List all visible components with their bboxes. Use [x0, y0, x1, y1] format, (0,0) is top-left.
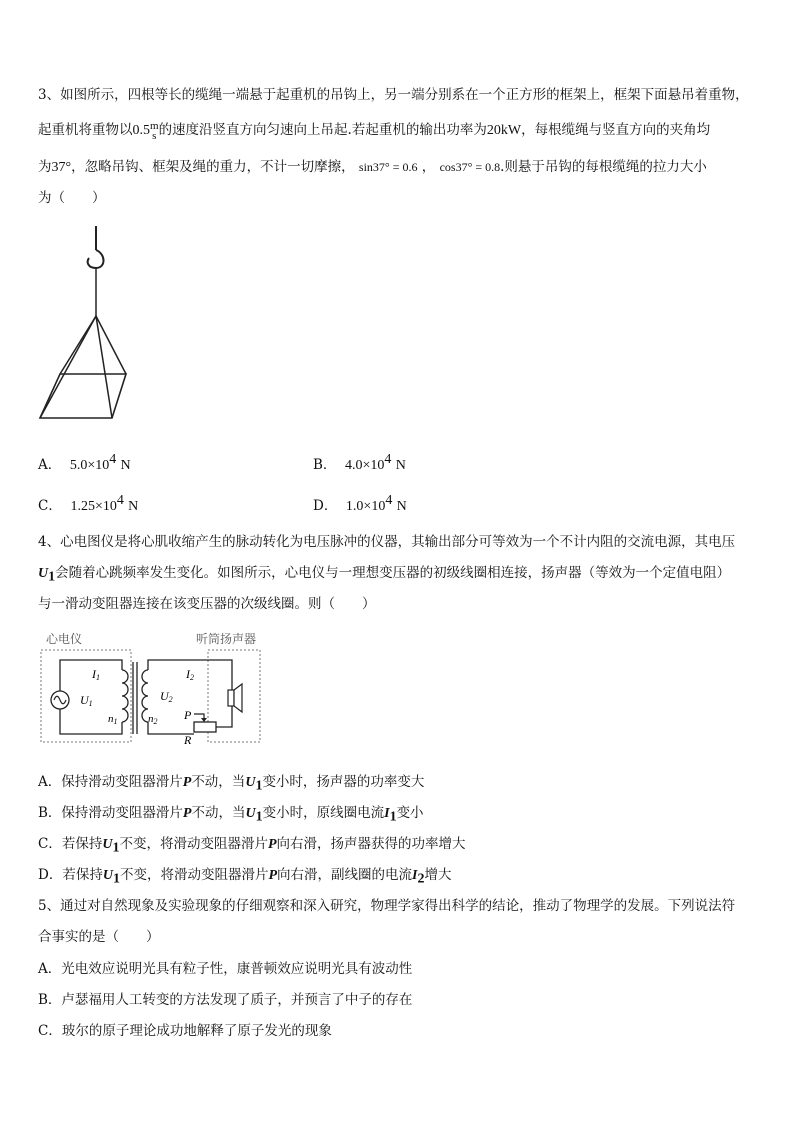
q3-speed-unit: m s: [150, 119, 159, 142]
q3-power: 20kW: [486, 123, 522, 138]
primary-coil: [122, 670, 128, 722]
q4-option-b[interactable]: B．保持滑动变阻器滑片P不动，当$U_1$变小时，原线圈电流$I_1$变小: [38, 805, 424, 825]
q3-crane-hook-figure: [36, 224, 128, 424]
U2-label: U2: [160, 689, 173, 704]
q3-stem-line3: 为37°，忽略吊钩、框架及绳的重力，不计一切摩擦， sin37° = 0.6 ， cos37° = 0.8.则悬于吊钩的每根缆绳的拉力大小: [38, 159, 707, 175]
q3-angle: 37°: [51, 160, 72, 175]
cable-back-left: [60, 316, 96, 374]
primary-wire-top: [60, 660, 122, 693]
q5-option-b[interactable]: B．卢瑟福用人工转变的方法发现了质子，并预言了中子的存在: [38, 992, 413, 1008]
I2-label: I2: [186, 667, 194, 682]
q3-stem-line2: 起重机将重物以0.5 m s 的速度沿竖直方向匀速向上吊起.若起重机的输出功率为20kW，每根缆绳与竖直方向的夹角均: [38, 119, 711, 142]
I1-label: I1: [92, 667, 100, 682]
q4-stem-line2: $U_1$会随着心跳频率发生变化。如图所示，心电仪与一理想变压器的初级线圈相连接，扬声器（等效为一个定值电阻）: [38, 565, 731, 585]
q5-stem-line1: 5、通过对自然现象及实验现象的仔细观察和深入研究，物理学家得出科学的结论，推动了物理学的发展。下列说法符: [38, 898, 736, 914]
q4-option-d[interactable]: D．若保持$U_1$不变，将滑动变阻器滑片P向右滑，副线圈的电流$I_2$增大: [38, 867, 452, 887]
q3-stem-line4: 为（ ）: [38, 190, 106, 206]
q3-option-d[interactable]: D． $1.0\times 10^4$ N: [313, 493, 407, 514]
P-label: P: [184, 708, 192, 722]
n2-label: n2: [148, 713, 158, 726]
q5-stem-line2: 合事实的是（ ）: [38, 929, 160, 945]
q4-stem-line3: 与一滑动变阻器连接在该变压器的次级线圈。则（ ）: [38, 596, 376, 612]
cable-front-left: [40, 316, 96, 418]
q4-stem-line1: 4、心电图仪是将心肌收缩产生的脉动转化为电压脉冲的仪器，其输出部分可等效为一个不计内阻的交流电源，其电压: [38, 534, 736, 550]
q3-option-c[interactable]: C． $1.25\times 10^4$ N: [38, 493, 139, 514]
q3-option-a[interactable]: A． $5.0\times 10^4$ N: [38, 452, 131, 473]
speaker-icon: [228, 690, 234, 706]
q3-stem-line1: 3、如图所示，四根等长的缆绳一端悬于起重机的吊钩上，另一端分别系在一个正方形的框架上，框架下面悬吊着重物，: [38, 87, 749, 103]
q5-option-c[interactable]: C．玻尔的原子理论成功地解释了原子发光的现象: [38, 1023, 332, 1039]
q3-sin: sin37° = 0.6: [358, 160, 418, 174]
U1-label: U1: [80, 693, 93, 708]
n1-label: n1: [108, 713, 118, 726]
q3-option-b[interactable]: B． $4.0\times 10^4$ N: [313, 452, 406, 473]
q4-option-c[interactable]: C．若保持$U_1$不变，将滑动变阻器滑片P向右滑，扬声器获得的功率增大: [38, 836, 466, 856]
q4-circuit-figure: [36, 630, 268, 748]
q5-option-a[interactable]: A．光电效应说明光具有粒子性，康普顿效应说明光具有波动性: [38, 961, 413, 977]
speaker-label: 听筒扬声器: [196, 632, 257, 646]
secondary-wire-right: [216, 713, 232, 727]
q3-cos: cos37° = 0.8: [439, 160, 501, 174]
hook-curve: [88, 250, 104, 268]
ecg-device-label: 心电仪: [46, 632, 83, 646]
q3-speed-value: 0.5: [132, 123, 150, 138]
rheostat-resistor: [194, 722, 216, 732]
q4-option-a[interactable]: A．保持滑动变阻器滑片P不动，当$U_1$变小时，扬声器的功率变大: [38, 774, 425, 794]
R-label: R: [184, 733, 192, 747]
